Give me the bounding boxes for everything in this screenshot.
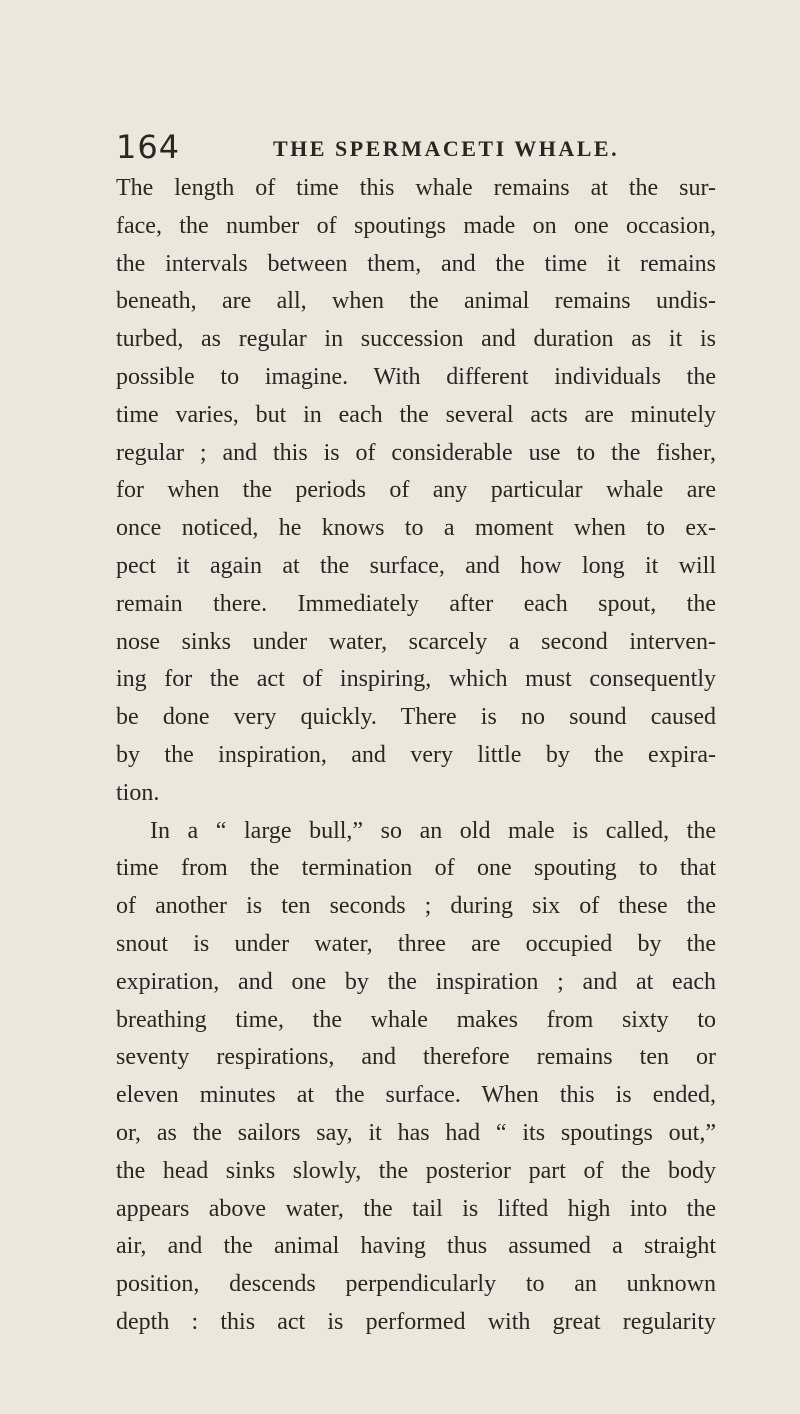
text-line: by the inspiration, and very little by the expira-: [116, 741, 716, 768]
text-line: pect it again at the surface, and how long it will: [116, 552, 716, 579]
text-line: or, as the sailors say, it has had “ its spoutings out,”: [116, 1119, 716, 1146]
text-line: once noticed, he knows to a moment when to ex-: [116, 515, 716, 542]
text-line: nose sinks under water, scarcely a second interven-: [116, 628, 716, 655]
text-line: breathing time, the whale makes from sixty to: [116, 1006, 716, 1033]
text-line: In a “ large bull,” so an old male is called, the: [150, 817, 716, 844]
text-line: expiration, and one by the inspiration ; and at each: [116, 968, 716, 995]
text-line: of another is ten seconds ; during six of these the: [116, 893, 716, 920]
text-line: possible to imagine. With different individuals the: [116, 363, 716, 390]
text-line: tion.: [116, 779, 160, 806]
running-title: THE SPERMACETI WHALE.: [273, 136, 620, 161]
page-number: 164: [116, 128, 181, 166]
text-line: face, the number of spoutings made on one occasion,: [116, 212, 716, 239]
text-line: position, descends perpendicularly to an unknown: [116, 1271, 716, 1298]
text-line: time from the termination of one spouting to that: [116, 855, 716, 882]
text-line: the head sinks slowly, the posterior part of the body: [116, 1157, 716, 1184]
text-line: seventy respirations, and therefore remains ten or: [116, 1044, 716, 1071]
text-line: depth : this act is performed with great regularity: [116, 1308, 716, 1335]
body-text: [116, 170, 716, 1342]
text-line: ing for the act of inspiring, which must consequently: [116, 666, 716, 693]
text-line: eleven minutes at the surface. When this is ended,: [116, 1082, 716, 1109]
text-line: snout is under water, three are occupied by the: [116, 930, 716, 957]
text-line: regular ; and this is of considerable use to the fisher,: [116, 439, 716, 466]
running-head: [116, 128, 676, 168]
text-line: turbed, as regular in succession and duration as it is: [116, 326, 716, 353]
text-line: air, and the animal having thus assumed a straight: [116, 1233, 716, 1260]
text-line: The length of time this whale remains at the sur-: [116, 175, 716, 201]
text-line: for when the periods of any particular whale are: [116, 477, 716, 504]
text-line: the intervals between them, and the time it remains: [116, 250, 716, 277]
text-line: be done very quickly. There is no sound caused: [116, 704, 716, 731]
text-line: appears above water, the tail is lifted high into the: [116, 1195, 716, 1222]
text-line: time varies, but in each the several acts are minutely: [116, 401, 716, 428]
text-line: beneath, are all, when the animal remains undis-: [116, 288, 716, 315]
text-line: remain there. Immediately after each spout, the: [116, 590, 716, 617]
